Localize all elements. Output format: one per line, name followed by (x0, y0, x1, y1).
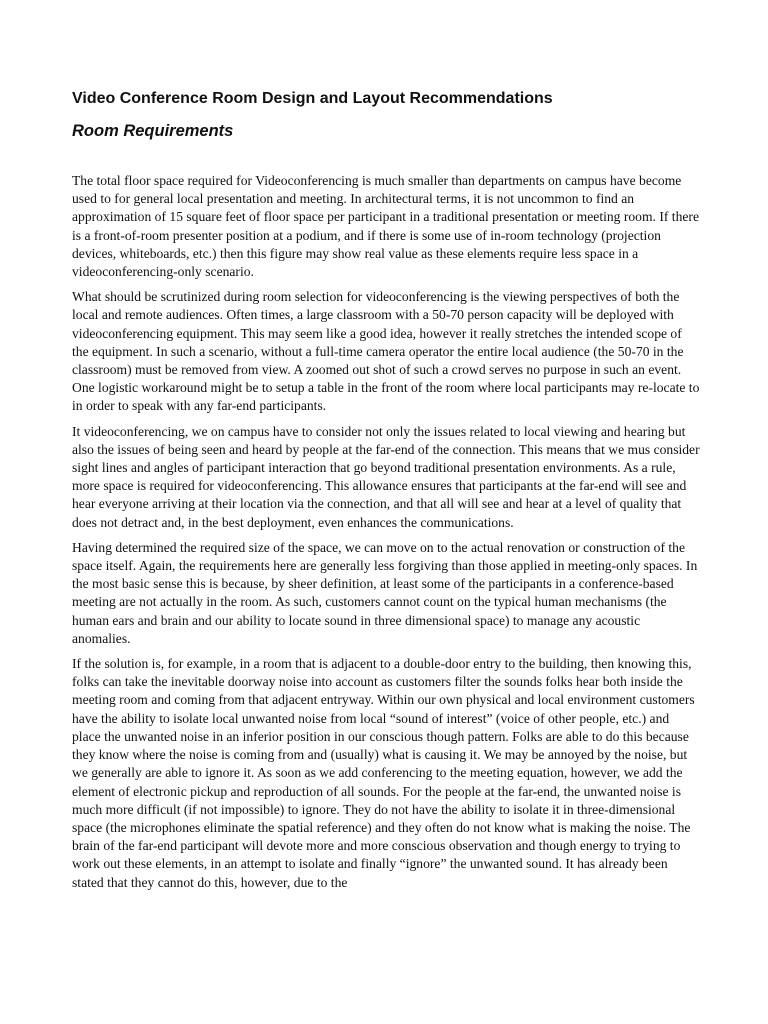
paragraph-viewing-perspectives: What should be scrutinized during room selection for videoconferencing is the viewing perspectives of both the local and remote audiences. Often times, a large classroom with a 50-70 person capacity will be deployed with videoconferencing equipment. This may seem like a good idea, however it really stretches the intended scope of the equipment. In such a scenario, without a full-time camera operator the entire local audience (the 50-70 in the classroom) must be removed from view. A zoomed out shot of such a crowd serves no purpose in such an event. One logistic workaround might be to setup a table in the front of the room where local participants may re-locate to in order to speak with any far-end participants. (72, 289, 700, 414)
paragraph-noise-example: If the solution is, for example, in a room that is adjacent to a double-door entry to the building, then knowing this, folks can take the inevitable doorway noise into account as customers filter the sounds folks hear both inside the meeting room and coming from that adjacent entryway. Within our own physical and local environment customers have the ability to isolate local unwanted noise from local “sound of interest” (voice of other people, etc.) and place the unwanted noise in an inferior position in our conscious though pattern. Folks are able to do this because they know where the noise is coming from and (usually) what is causing it. We may be annoyed by the noise, but we generally are able to ignore it. As soon as we add conferencing to the meeting equation, however, we add the element of electronic pickup and reproduction of all sounds. For the people at the far-end, the unwanted noise is much more difficult (if not impossible) to ignore. They do not have the ability to isolate it in three-dimensional space (the microphones eliminate the spatial reference) and they often do not know what is making the noise. The brain of the far-end participant will devote more and more conscious observation and though energy to trying to work out these elements, in an attempt to isolate and finally “ignore” the unwanted sound. It has already been stated that they cannot do this, however, due to the (72, 656, 695, 890)
document-title: Video Conference Room Design and Layout Recommendations (72, 90, 553, 107)
section-title: Room Requirements (72, 122, 234, 140)
paragraph-far-end-considerations: It videoconferencing, we on campus have to consider not only the issues related to local viewing and hearing but also the issues of being seen and heard by people at the far-end of the connection. This means that we mus consider sight lines and angles of participant interaction that go beyond traditional presentation environments. As a rule, more space is required for videoconferencing. This allowance ensures that participants at the far-end will see and hear everyone arriving at their location via the connection, and that all will see and hear at a level of quality that does not detract and, in the best deployment, even enhances the communications. (72, 423, 700, 530)
paragraph-renovation: Having determined the required size of the space, we can move on to the actual renovation or construction of the space itself. Again, the requirements here are generally less forgiving than those applied in meeting-only spaces. In the most basic sense this is because, by sheer definition, at least some of the participants in a conference-based meeting are not actually in the room. As such, customers cannot count on the typical human mechanisms (the human ears and brain and our ability to locate sound in three dimensional space) to manage any acoustic anomalies. (72, 539, 698, 646)
paragraph-floor-space: The total floor space required for Videoconferencing is much smaller than departments on campus have become used to for general local presentation and meeting. In architectural terms, it is not uncommon to find an approximation of 15 square feet of floor space per participant in a traditional presentation or meeting room. If there is a front-of-room presenter position at a podium, and if there is some use of in-room technology (projection devices, whiteboards, etc.) then this figure may show real value as these elements require less space in a videoconferencing-only scenario. (72, 173, 699, 280)
document-page (72, 88, 700, 899)
